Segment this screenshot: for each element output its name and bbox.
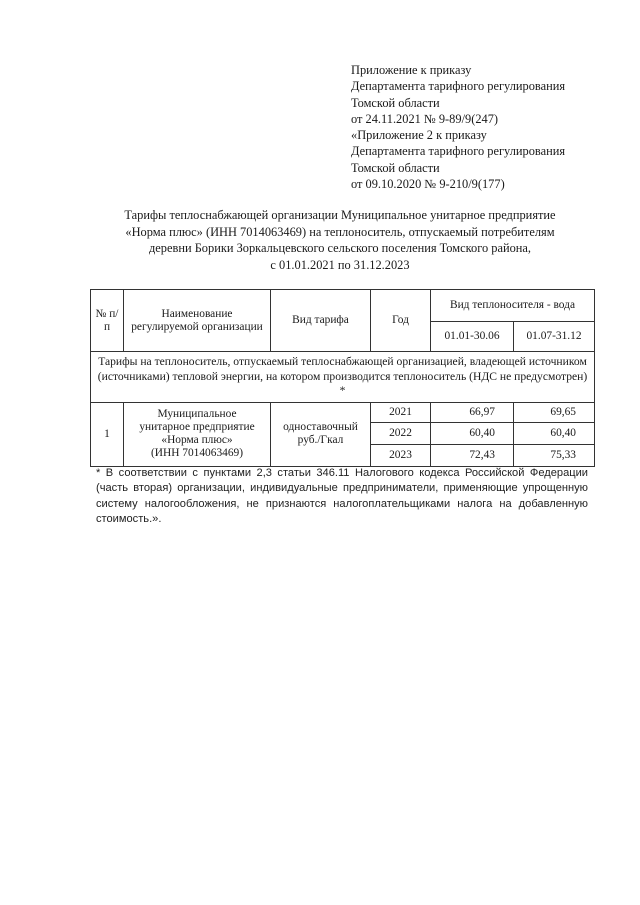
header-period-2: 01.07-31.12	[514, 322, 595, 352]
org-line: «Норма плюс»	[161, 434, 233, 446]
tariff-table	[90, 289, 595, 467]
value-cell: 75,33	[514, 444, 595, 466]
value-cell: 69,65	[514, 402, 595, 422]
year-cell: 2023	[371, 444, 431, 466]
appendix-line: Томской области	[351, 160, 440, 175]
footnote: * В соответствии с пунктами 2,3 статьи 346.11 Налогового кодекса Российской Федерации (часть вторая) организации, индивидуальные предприниматели, применяющие упрощенную систему налогообложения, не признаются налогоплательщиками налога на добавленную стоимость.».	[96, 467, 588, 526]
header-carrier: Вид теплоносителя - вода	[431, 290, 595, 322]
row-org-name	[124, 402, 271, 466]
title-line: деревни Борики Зоркальцевского сельского поселения Томского района,	[148, 241, 532, 256]
title-line: Тарифы теплоснабжающей организации Муниципальное унитарное предприятие	[124, 208, 556, 222]
title-line: «Норма плюс» (ИНН 7014063469) на теплоноситель, отпускаемый потребителям	[125, 224, 555, 239]
appendix-line: Приложение к приказу	[351, 63, 472, 77]
section-title: Тарифы на теплоноситель, отпускаемый теплоснабжающей организацией, владеющей источником (источниками) тепловой энергии, на котором производится теплоноситель (НДС не предусмотрен) *	[91, 352, 595, 403]
title-line: с 01.01.2021 по 31.12.2023	[270, 257, 410, 272]
header-period-1: 01.01-30.06	[431, 322, 514, 352]
year-cell: 2021	[371, 402, 431, 422]
tariff-line: руб./Гкал	[297, 434, 344, 446]
year-cell: 2022	[371, 422, 431, 444]
value-cell: 72,43	[431, 444, 514, 466]
header-tariff-type: Вид тарифа	[271, 290, 371, 352]
org-line: Муниципальное	[157, 408, 237, 420]
header-year: Год	[371, 290, 431, 352]
appendix-line: от 09.10.2020 № 9-210/9(177)	[351, 177, 505, 192]
tariff-line: одноставочный	[283, 421, 358, 433]
appendix-line: Томской области	[351, 95, 440, 110]
appendix-line: Департамента тарифного регулирования	[351, 79, 566, 94]
appendix-line: от 24.11.2021 № 9-89/9(247)	[351, 111, 499, 126]
value-cell: 66,97	[431, 402, 514, 422]
appendix-line: «Приложение 2 к приказу	[351, 128, 487, 143]
appendix-line: Департамента тарифного регулирования	[351, 144, 566, 159]
value-cell: 60,40	[514, 422, 595, 444]
row-num: 1	[91, 402, 124, 466]
appendix-header	[351, 62, 611, 192]
header-org-name: Наименование регулируемой организации	[124, 290, 271, 352]
row-tariff-type	[271, 402, 371, 466]
header-num: № п/п	[91, 290, 124, 352]
org-line: унитарное предприятие	[139, 421, 255, 433]
value-cell: 60,40	[431, 422, 514, 444]
document-title	[80, 207, 600, 273]
org-line: (ИНН 7014063469)	[150, 447, 244, 459]
